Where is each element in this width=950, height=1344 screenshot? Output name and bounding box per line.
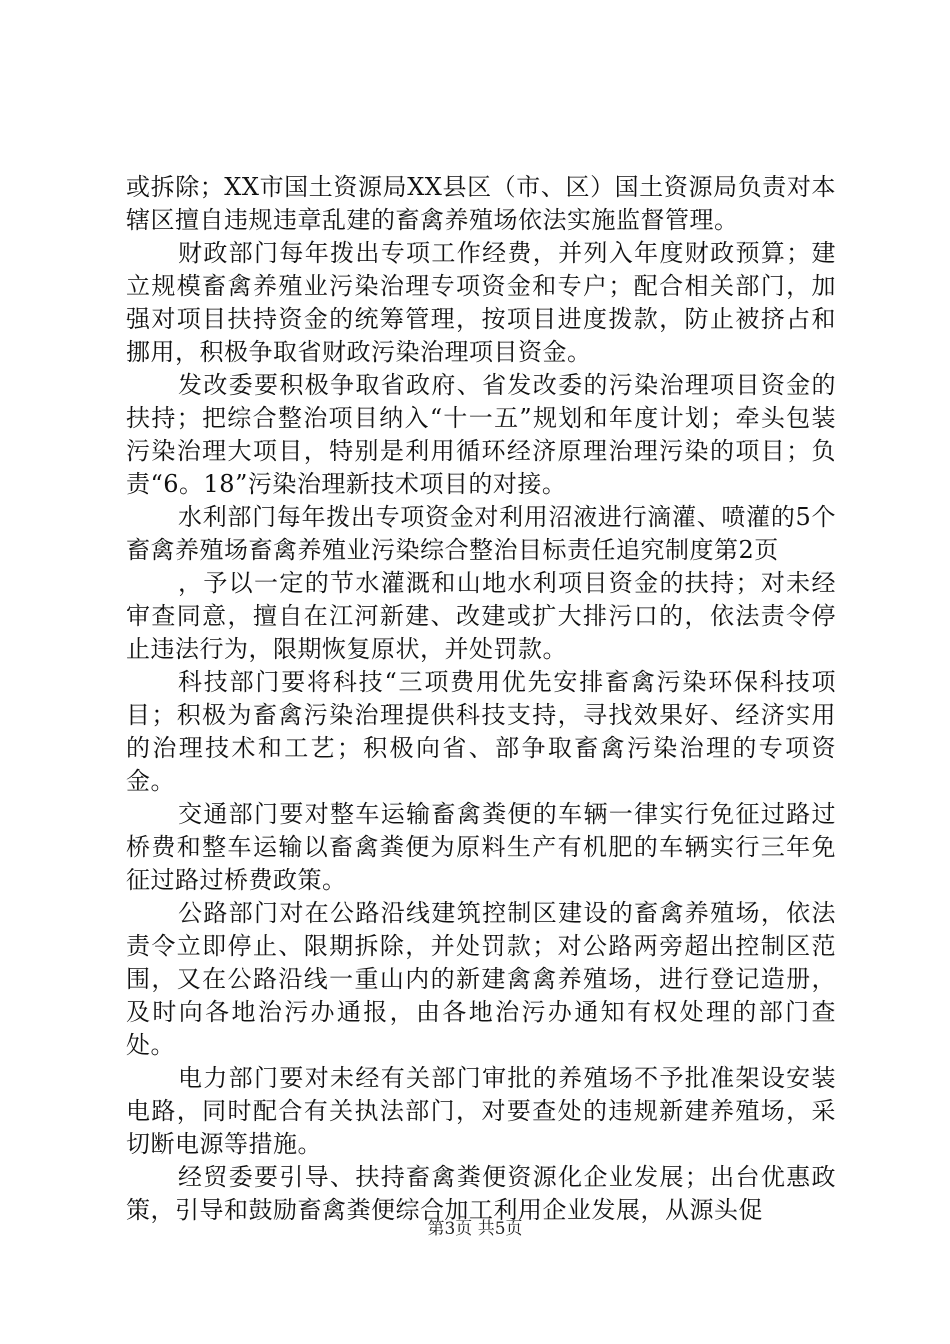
document-body: [126, 171, 836, 1227]
paragraph-1: 或拆除；XX市国土资源局XX县区（市、区）国土资源局负责对本辖区擅自违规违章乱建的畜禽养殖场依法实施监督管理。: [126, 173, 836, 234]
paragraph-5: ，予以一定的节水灌溉和山地水利项目资金的扶持；对未经审查同意，擅自在江河新建、改建或扩大排污口的，依法责令停止违法行为，限期恢复原状，并处罚款。: [126, 569, 836, 663]
paragraph-2: 财政部门每年拨出专项工作经费，并列入年度财政预算；建立规模畜禽养殖业污染治理专项资金和专户；配合相关部门，加强对项目扶持资金的统筹管理，按项目进度拨款，防止被挤占和挪用，积极争取省财政污染治理项目资金。: [126, 239, 836, 366]
page-footer: 第3页 共5页: [427, 1219, 523, 1239]
paragraph-7: 交通部门要对整车运输畜禽粪便的车辆一律实行免征过路过桥费和整车运输以畜禽粪便为原料生产有机肥的车辆实行三年免征过路过桥费政策。: [126, 800, 836, 894]
paragraph-10: 经贸委要引导、扶持畜禽粪便资源化企业发展；出台优惠政策，引导和鼓励畜禽粪便综合加工利用企业发展，从源头促: [126, 1163, 836, 1224]
paragraph-8: 公路部门对在公路沿线建筑控制区建设的畜禽养殖场，依法责令立即停止、限期拆除，并处罚款；对公路两旁超出控制区范围，又在公路沿线一重山内的新建禽禽养殖场，进行登记造册，及时向各地治污办通报，由各地治污办通知有权处理的部门查处。: [126, 899, 836, 1059]
paragraph-6: 科技部门要将科技“三项费用优先安排畜禽污染环保科技项目；积极为畜禽污染治理提供科技支持，寻找效果好、经济实用的治理技术和工艺；积极向省、部争取畜禽污染治理的专项资金。: [126, 668, 836, 795]
paragraph-9: 电力部门要对未经有关部门审批的养殖场不予批准架设安装电路，同时配合有关执法部门，对要查处的违规新建养殖场，采切断电源等措施。: [126, 1064, 836, 1158]
paragraph-4: 水利部门每年拨出专项资金对利用沼液进行滴灌、喷灌的5个畜禽养殖场畜禽养殖业污染综合整治目标责任追究制度第2页: [126, 503, 836, 564]
paragraph-3: 发改委要积极争取省政府、省发改委的污染治理项目资金的扶持；把综合整治项目纳入“十一五”规划和年度计划；牵头包装污染治理大项目，特别是利用循环经济原理治理污染的项目；负责“6。18”污染治理新技术项目的对接。: [126, 371, 836, 498]
